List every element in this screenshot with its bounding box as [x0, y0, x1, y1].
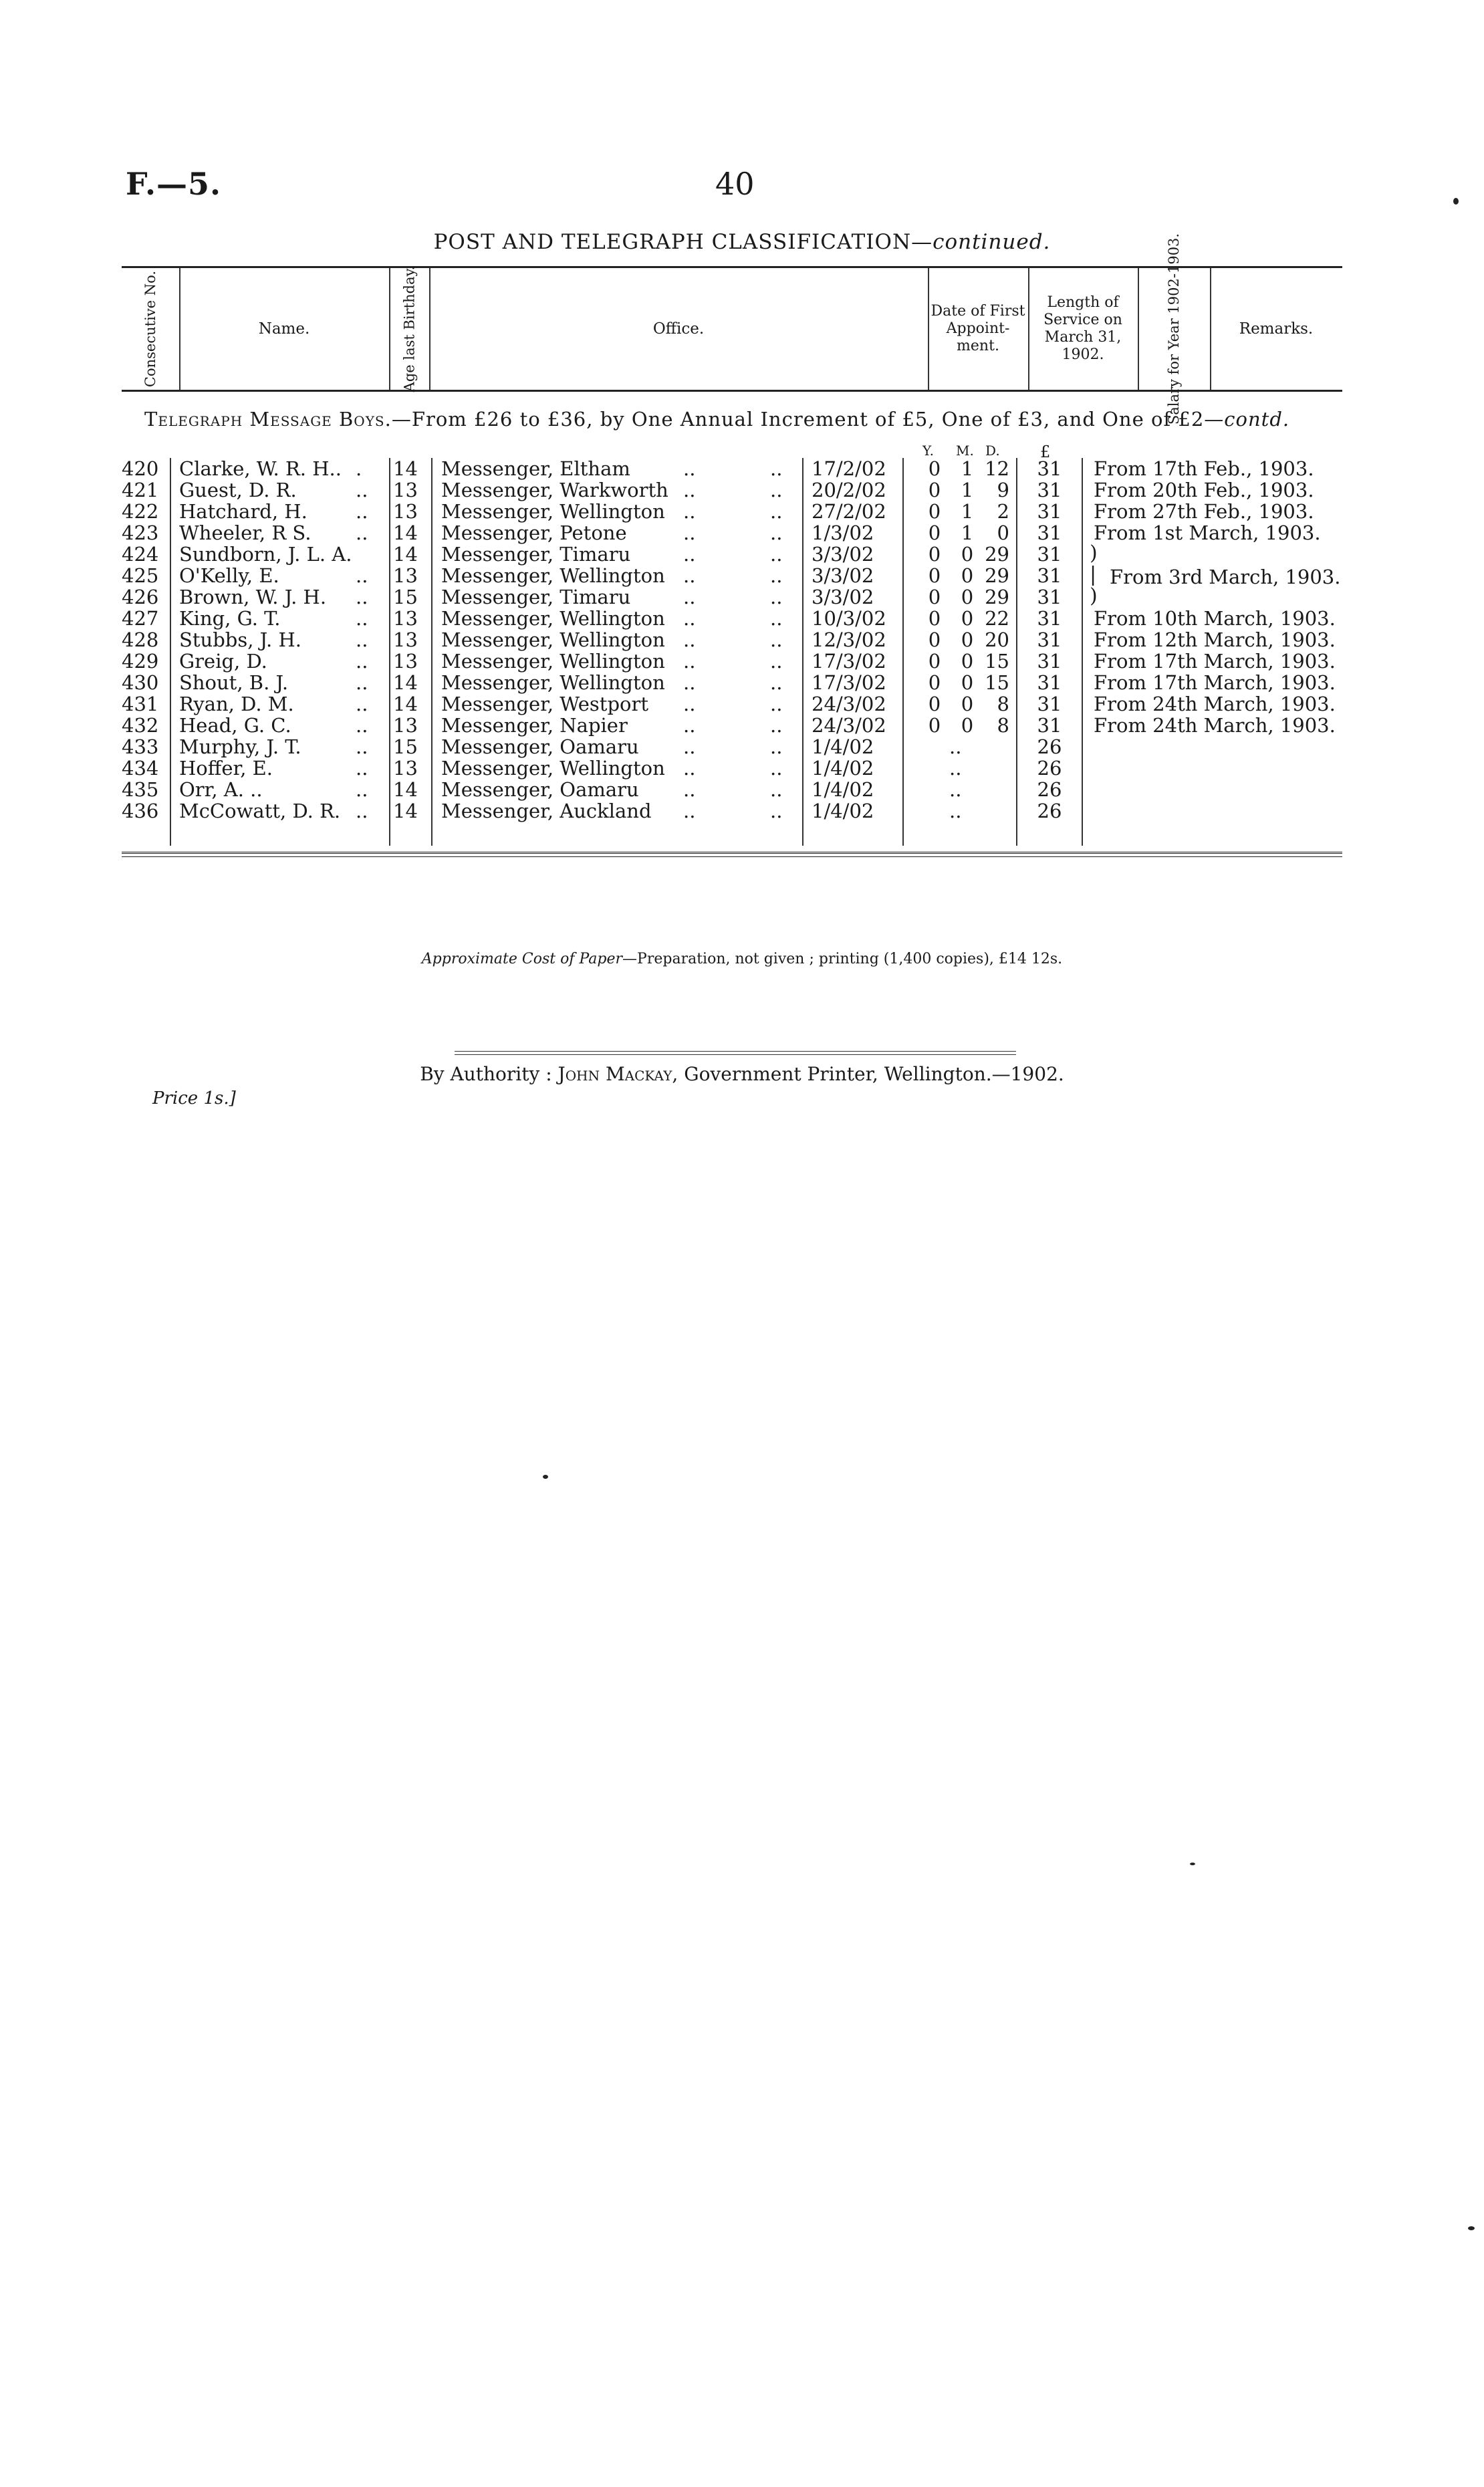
- row-name: Clarke, W. R. H..: [179, 457, 342, 480]
- row-age: 13: [393, 650, 418, 673]
- row-remarks: From 1st March, 1903.: [1094, 521, 1321, 544]
- row-age: 14: [393, 693, 418, 715]
- row-date: 3/3/02: [812, 586, 874, 608]
- row-name-leader: ..: [356, 671, 368, 694]
- row-name: McCowatt, D. R.: [179, 800, 341, 822]
- grouped-remark: From 3rd March, 1903.: [1110, 566, 1341, 588]
- row-office-leader: ..: [770, 521, 783, 544]
- authority-line: [0, 1063, 1484, 1085]
- row-name-leader: .: [356, 457, 362, 480]
- row-name-leader: ..: [356, 735, 368, 758]
- row-office-leader: ..: [770, 714, 783, 737]
- row-service-years: 0: [928, 521, 941, 544]
- row-name-leader: ..: [356, 586, 368, 608]
- row-office-leader: ..: [770, 479, 783, 501]
- row-office-leader: ..: [683, 543, 696, 566]
- row-service-days: 29: [985, 543, 1009, 566]
- row-office-leader: ..: [683, 671, 696, 694]
- row-date: 17/3/02: [812, 650, 886, 673]
- row-number: 432: [122, 714, 159, 737]
- table-row: [0, 501, 1484, 522]
- row-remarks: From 17th March, 1903.: [1094, 671, 1336, 694]
- row-office-leader: ..: [770, 778, 783, 801]
- row-office-leader: ..: [683, 778, 696, 801]
- row-office-leader: ..: [683, 757, 696, 780]
- row-office: Messenger, Oamaru: [441, 778, 639, 801]
- table-row: [0, 479, 1484, 501]
- row-service-years: 0: [928, 479, 941, 501]
- row-service-months: 1: [961, 479, 974, 501]
- row-date: 20/2/02: [812, 479, 886, 501]
- header-office: Office.: [652, 320, 705, 338]
- row-service-months: 0: [961, 586, 974, 608]
- row-office: Messenger, Wellington: [441, 650, 665, 673]
- row-office: Messenger, Eltham: [441, 457, 630, 480]
- row-number: 423: [122, 521, 159, 544]
- row-date: 24/3/02: [812, 714, 886, 737]
- row-office: Messenger, Warkworth: [441, 479, 668, 501]
- row-service-years: 0: [928, 564, 941, 587]
- row-service-days: 15: [985, 671, 1009, 694]
- row-office: Messenger, Westport: [441, 693, 648, 715]
- row-name: Hatchard, H.: [179, 500, 307, 523]
- header-age: [389, 265, 429, 392]
- table-row: [0, 757, 1484, 779]
- row-salary: 31: [1037, 457, 1062, 480]
- row-service-years: 0: [928, 714, 941, 737]
- row-date: 1/3/02: [812, 521, 874, 544]
- title-main: POST AND TELEGRAPH CLASSIFICATION—: [433, 230, 933, 254]
- row-service-years: 0: [928, 543, 941, 566]
- authority-suffix: , Government Printer, Wellington.—1902.: [672, 1063, 1064, 1085]
- row-number: 422: [122, 500, 159, 523]
- scan-speck: [543, 1475, 548, 1479]
- row-service-months: 0: [961, 564, 974, 587]
- row-remarks: From 12th March, 1903.: [1094, 628, 1336, 651]
- row-name-leader: ..: [356, 479, 368, 501]
- table-row: [0, 544, 1484, 565]
- row-number: 431: [122, 693, 159, 715]
- table-row: [0, 672, 1484, 693]
- row-office-leader: ..: [683, 628, 696, 651]
- section-contd: contd.: [1224, 408, 1290, 431]
- row-office-leader: ..: [770, 543, 783, 566]
- row-office-leader: ..: [683, 479, 696, 501]
- row-number: 427: [122, 607, 159, 630]
- footer-rule: [455, 1051, 1016, 1055]
- row-office: Messenger, Wellington: [441, 564, 665, 587]
- authority-prefix: By Authority :: [420, 1063, 558, 1085]
- row-office-leader: ..: [683, 693, 696, 715]
- row-name: Head, G. C.: [179, 714, 291, 737]
- table-row: [0, 522, 1484, 544]
- row-name: Wheeler, R S.: [179, 521, 312, 544]
- row-number: 436: [122, 800, 159, 822]
- table-row: [0, 715, 1484, 736]
- row-office: Messenger, Wellington: [441, 628, 665, 651]
- row-date: 3/3/02: [812, 543, 874, 566]
- table-row: [0, 779, 1484, 800]
- row-remarks: From 24th March, 1903.: [1094, 693, 1336, 715]
- row-office-leader: ..: [683, 735, 696, 758]
- header-salary: [1138, 233, 1210, 425]
- cost-text: —Preparation, not given ; printing (1,400 copies), £14 12s.: [622, 951, 1063, 967]
- row-office-leader: ..: [683, 714, 696, 737]
- cost-note: [0, 951, 1484, 967]
- scan-speck: [1468, 2226, 1475, 2230]
- row-office-leader: ..: [770, 586, 783, 608]
- row-office: Messenger, Petone: [441, 521, 627, 544]
- table-row: [0, 586, 1484, 608]
- header-age-label: Age last Birthday.: [401, 265, 418, 392]
- table-row: [0, 693, 1484, 715]
- row-service-months: 0: [961, 650, 974, 673]
- header-length: Length of Service on March 31, 1902.: [1043, 294, 1122, 363]
- row-service-months: 1: [961, 500, 974, 523]
- row-office: Messenger, Wellington: [441, 607, 665, 630]
- row-service-days: 29: [985, 586, 1009, 608]
- row-date: 12/3/02: [812, 628, 886, 651]
- row-name: Murphy, J. T.: [179, 735, 301, 758]
- row-salary: 31: [1037, 586, 1062, 608]
- row-date: 1/4/02: [812, 800, 874, 822]
- row-number: 435: [122, 778, 159, 801]
- row-name: Guest, D. R.: [179, 479, 297, 501]
- row-name-leader: ..: [356, 500, 368, 523]
- row-name-leader: ..: [356, 778, 368, 801]
- row-remarks: From 24th March, 1903.: [1094, 714, 1336, 737]
- row-office-leader: ..: [683, 500, 696, 523]
- row-office-leader: ..: [683, 586, 696, 608]
- row-salary: 31: [1037, 479, 1062, 501]
- row-remarks: From 20th Feb., 1903.: [1094, 479, 1314, 501]
- row-name: O'Kelly, E.: [179, 564, 279, 587]
- row-salary: 26: [1037, 757, 1062, 780]
- row-service-days: 29: [985, 564, 1009, 587]
- row-service-years: 0: [928, 693, 941, 715]
- row-service-years: 0: [928, 586, 941, 608]
- remarks-brace: ) | ): [1090, 542, 1098, 608]
- row-service-months: ..: [949, 757, 962, 780]
- row-office-leader: ..: [683, 607, 696, 630]
- page-number: 40: [715, 166, 755, 202]
- row-office-leader: ..: [683, 650, 696, 673]
- row-number: 420: [122, 457, 159, 480]
- row-age: 14: [393, 521, 418, 544]
- row-remarks: From 17th Feb., 1903.: [1094, 457, 1314, 480]
- row-service-months: 0: [961, 543, 974, 566]
- unit-days: D.: [985, 443, 1000, 459]
- row-service-days: 12: [985, 457, 1009, 480]
- row-age: 13: [393, 714, 418, 737]
- unit-pound: £: [1040, 443, 1051, 461]
- document-reference: F.—5.: [126, 166, 222, 202]
- row-name-leader: ..: [356, 628, 368, 651]
- table-row: [0, 608, 1484, 629]
- row-salary: 26: [1037, 778, 1062, 801]
- row-salary: 31: [1037, 628, 1062, 651]
- row-salary: 31: [1037, 607, 1062, 630]
- row-salary: 31: [1037, 543, 1062, 566]
- table-row: [0, 800, 1484, 822]
- row-age: 13: [393, 479, 418, 501]
- row-age: 13: [393, 607, 418, 630]
- row-number: 428: [122, 628, 159, 651]
- row-office-leader: ..: [770, 693, 783, 715]
- row-office: Messenger, Timaru: [441, 543, 631, 566]
- row-date: 3/3/02: [812, 564, 874, 587]
- row-salary: 31: [1037, 693, 1062, 715]
- row-name-leader: ..: [356, 650, 368, 673]
- row-service-days: 0: [997, 521, 1009, 544]
- section-heading: [144, 408, 1289, 431]
- row-name: Sundborn, J. L. A.: [179, 543, 352, 566]
- row-name-leader: ..: [356, 564, 368, 587]
- row-age: 13: [393, 628, 418, 651]
- row-name: Ryan, D. M.: [179, 693, 294, 715]
- row-office-leader: ..: [770, 500, 783, 523]
- row-name-leader: ..: [356, 693, 368, 715]
- row-service-months: 0: [961, 628, 974, 651]
- table-row: [0, 650, 1484, 672]
- row-age: 14: [393, 543, 418, 566]
- row-date: 17/2/02: [812, 457, 886, 480]
- row-office-leader: ..: [770, 628, 783, 651]
- row-service-years: 0: [928, 500, 941, 523]
- cost-italic: Approximate Cost of Paper: [421, 951, 623, 967]
- row-age: 14: [393, 800, 418, 822]
- row-office-leader: ..: [770, 671, 783, 694]
- row-name: Greig, D.: [179, 650, 267, 673]
- row-service-months: 1: [961, 457, 974, 480]
- section-label: Telegraph Message Boys: [144, 408, 385, 431]
- table-row: [0, 629, 1484, 650]
- row-salary: 31: [1037, 564, 1062, 587]
- row-office: Messenger, Auckland: [441, 800, 652, 822]
- row-office: Messenger, Wellington: [441, 671, 665, 694]
- row-name-leader: ..: [356, 757, 368, 780]
- row-office: Messenger, Oamaru: [441, 735, 639, 758]
- row-number: 421: [122, 479, 159, 501]
- row-service-months: 1: [961, 521, 974, 544]
- row-date: 1/4/02: [812, 778, 874, 801]
- unit-months: M.: [956, 443, 974, 459]
- row-age: 15: [393, 586, 418, 608]
- row-office-leader: ..: [683, 800, 696, 822]
- price: Price 1s.]: [152, 1088, 236, 1108]
- row-service-months: 0: [961, 607, 974, 630]
- row-service-days: 22: [985, 607, 1009, 630]
- row-office: Messenger, Wellington: [441, 757, 665, 780]
- header-consecutive-label: Consecutive No.: [142, 270, 158, 388]
- row-name-leader: ..: [356, 521, 368, 544]
- row-salary: 26: [1037, 735, 1062, 758]
- row-service-months: ..: [949, 800, 962, 822]
- row-service-days: 8: [997, 714, 1009, 737]
- row-name-leader: ..: [356, 800, 368, 822]
- row-office-leader: ..: [770, 800, 783, 822]
- row-number: 434: [122, 757, 159, 780]
- row-date: 10/3/02: [812, 607, 886, 630]
- row-number: 429: [122, 650, 159, 673]
- row-salary: 31: [1037, 650, 1062, 673]
- row-name: Shout, B. J.: [179, 671, 289, 694]
- row-office-leader: ..: [770, 564, 783, 587]
- row-service-months: 0: [961, 671, 974, 694]
- row-number: 433: [122, 735, 159, 758]
- row-name-leader: ..: [356, 607, 368, 630]
- header-name: Name.: [258, 320, 310, 338]
- row-salary: 26: [1037, 800, 1062, 822]
- row-service-months: 0: [961, 714, 974, 737]
- row-name: Stubbs, J. H.: [179, 628, 301, 651]
- row-service-years: 0: [928, 607, 941, 630]
- header-salary-label: Salary for Year 1902-1903.: [1166, 233, 1182, 425]
- row-date: 1/4/02: [812, 735, 874, 758]
- row-office-leader: ..: [770, 457, 783, 480]
- row-date: 27/2/02: [812, 500, 886, 523]
- row-remarks: From 10th March, 1903.: [1094, 607, 1336, 630]
- header-date: Date of First Appoint-ment.: [931, 303, 1025, 354]
- row-date: 24/3/02: [812, 693, 886, 715]
- unit-years: Y.: [922, 443, 934, 459]
- row-service-months: 0: [961, 693, 974, 715]
- page-title: [0, 230, 1484, 254]
- row-salary: 31: [1037, 714, 1062, 737]
- title-continued: continued.: [933, 230, 1051, 254]
- authority-name: John Mackay: [558, 1063, 672, 1085]
- row-service-months: ..: [949, 735, 962, 758]
- row-service-days: 15: [985, 650, 1009, 673]
- row-name-leader: ..: [356, 714, 368, 737]
- table-bottom-rule: [122, 852, 1342, 857]
- row-number: 424: [122, 543, 159, 566]
- row-age: 13: [393, 564, 418, 587]
- row-salary: 31: [1037, 521, 1062, 544]
- scan-speck: [1453, 198, 1459, 205]
- row-service-days: 9: [997, 479, 1009, 501]
- scan-speck: [1190, 1863, 1195, 1865]
- row-service-days: 20: [985, 628, 1009, 651]
- row-office: Messenger, Timaru: [441, 586, 631, 608]
- row-age: 13: [393, 757, 418, 780]
- row-name: Brown, W. J. H.: [179, 586, 327, 608]
- row-number: 426: [122, 586, 159, 608]
- row-office-leader: ..: [683, 521, 696, 544]
- section-text: .—From £26 to £36, by One Annual Increment of £5, One of £3, and One of £2—: [384, 408, 1225, 431]
- row-office-leader: ..: [770, 735, 783, 758]
- row-office: Messenger, Wellington: [441, 500, 665, 523]
- row-name: Orr, A. ..: [179, 778, 263, 801]
- row-salary: 31: [1037, 671, 1062, 694]
- row-name: Hoffer, E.: [179, 757, 273, 780]
- row-service-days: 8: [997, 693, 1009, 715]
- table-row: [0, 736, 1484, 757]
- row-remarks: From 17th March, 1903.: [1094, 650, 1336, 673]
- row-age: 14: [393, 778, 418, 801]
- row-age: 14: [393, 671, 418, 694]
- row-service-days: 2: [997, 500, 1009, 523]
- row-name: King, G. T.: [179, 607, 281, 630]
- row-age: 15: [393, 735, 418, 758]
- row-service-years: 0: [928, 457, 941, 480]
- row-office-leader: ..: [770, 650, 783, 673]
- row-salary: 31: [1037, 500, 1062, 523]
- row-office-leader: ..: [683, 564, 696, 587]
- header-remarks: Remarks.: [1239, 320, 1314, 338]
- row-office-leader: ..: [770, 607, 783, 630]
- row-number: 430: [122, 671, 159, 694]
- header-consecutive: [122, 268, 179, 390]
- row-date: 1/4/02: [812, 757, 874, 780]
- row-service-months: ..: [949, 778, 962, 801]
- row-service-years: 0: [928, 628, 941, 651]
- row-date: 17/3/02: [812, 671, 886, 694]
- row-age: 14: [393, 457, 418, 480]
- row-number: 425: [122, 564, 159, 587]
- row-service-years: 0: [928, 650, 941, 673]
- row-office-leader: ..: [683, 457, 696, 480]
- row-service-years: 0: [928, 671, 941, 694]
- row-age: 13: [393, 500, 418, 523]
- row-remarks: From 27th Feb., 1903.: [1094, 500, 1314, 523]
- table-row: [0, 458, 1484, 479]
- row-office: Messenger, Napier: [441, 714, 628, 737]
- row-office-leader: ..: [770, 757, 783, 780]
